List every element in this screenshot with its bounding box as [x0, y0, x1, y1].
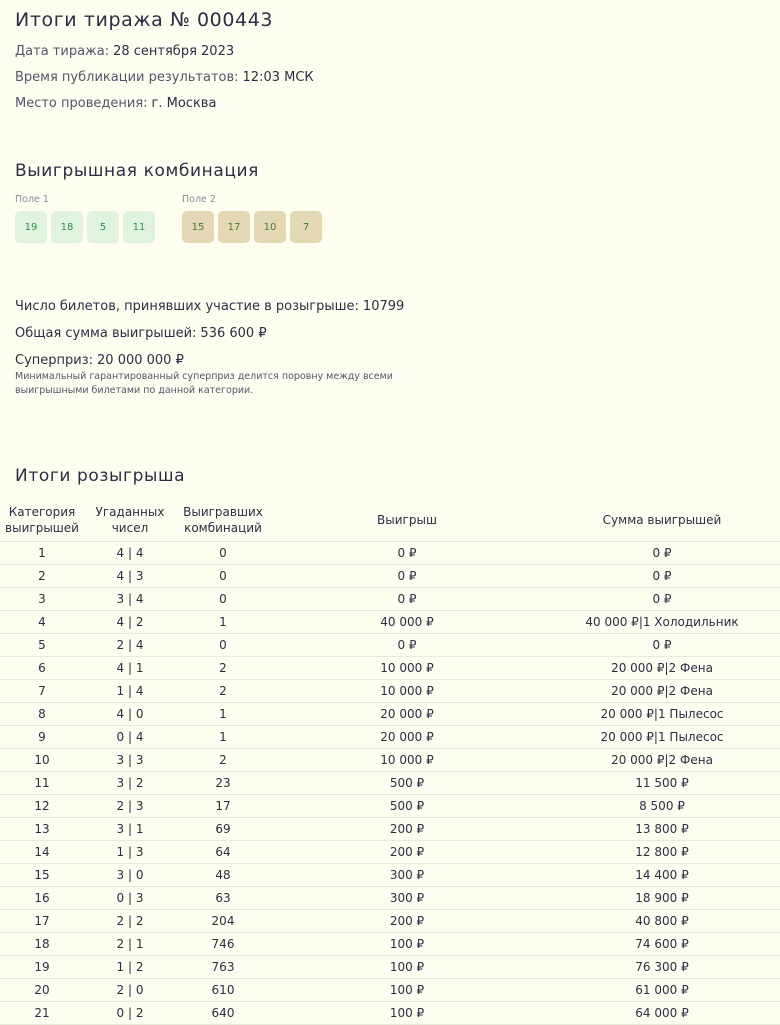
cell-guessed: 4 | 4: [84, 542, 176, 565]
combination-fields: [15, 194, 765, 254]
number-ball: 5: [87, 211, 119, 243]
cell-combinations: 0: [176, 565, 270, 588]
cell-combinations: 2: [176, 657, 270, 680]
number-ball: 19: [15, 211, 47, 243]
column-header-category-text: Категория выигрышей: [5, 505, 79, 535]
cell-category: 21: [0, 1002, 84, 1025]
column-header-guessed-text: Угаданных чисел: [95, 505, 165, 535]
cell-prize: 300 ₽: [270, 887, 544, 910]
cell-category: 2: [0, 565, 84, 588]
winning-combination-title: Выигрышная комбинация: [15, 161, 260, 181]
cell-guessed: 0 | 4: [84, 726, 176, 749]
number-ball: 10: [254, 211, 286, 243]
cell-prize: 0 ₽: [270, 565, 544, 588]
cell-total: 12 800 ₽: [544, 841, 780, 864]
superprize-note: Минимальный гарантированный суперприз делится поровну между всеми выигрышными билетами по данной категории.: [15, 371, 393, 396]
table-row: [0, 611, 780, 634]
column-header-prize: [270, 500, 544, 542]
cell-total: 40 000 ₽|1 Холодильник: [544, 611, 780, 634]
cell-combinations: 1: [176, 726, 270, 749]
draw-stats: [15, 298, 765, 398]
draw-header: [15, 8, 765, 112]
cell-category: 20: [0, 979, 84, 1002]
tickets-count: [15, 298, 765, 315]
cell-guessed: 2 | 0: [84, 979, 176, 1002]
publish-time-label: Время публикации результатов:: [15, 70, 239, 85]
cell-category: 11: [0, 772, 84, 795]
cell-combinations: 610: [176, 979, 270, 1002]
page-title: Итоги тиража № 000443: [15, 9, 274, 31]
cell-total: 13 800 ₽: [544, 818, 780, 841]
field-2-numbers: [182, 211, 322, 243]
cell-prize: 10 000 ₽: [270, 749, 544, 772]
cell-category: 17: [0, 910, 84, 933]
cell-guessed: 2 | 4: [84, 634, 176, 657]
cell-prize: 200 ₽: [270, 841, 544, 864]
cell-total: 64 000 ₽: [544, 1002, 780, 1025]
cell-category: 5: [0, 634, 84, 657]
cell-combinations: 48: [176, 864, 270, 887]
cell-prize: 500 ₽: [270, 772, 544, 795]
cell-guessed: 0 | 3: [84, 887, 176, 910]
table-row: [0, 772, 780, 795]
cell-guessed: 0 | 2: [84, 1002, 176, 1025]
cell-category: 14: [0, 841, 84, 864]
cell-category: 8: [0, 703, 84, 726]
cell-combinations: 0: [176, 634, 270, 657]
number-ball: 17: [218, 211, 250, 243]
cell-combinations: 1: [176, 703, 270, 726]
table-row: [0, 956, 780, 979]
column-header-total-text: Сумма выигрышей: [602, 513, 722, 527]
draw-date-label: Дата тиража:: [15, 44, 110, 59]
cell-total: 18 900 ₽: [544, 887, 780, 910]
table-row: [0, 726, 780, 749]
superprize: [15, 352, 765, 369]
table-row: [0, 657, 780, 680]
tickets-count-value: 10799: [362, 299, 405, 314]
table-row: [0, 749, 780, 772]
cell-prize: 40 000 ₽: [270, 611, 544, 634]
cell-combinations: 0: [176, 588, 270, 611]
number-ball: 18: [51, 211, 83, 243]
number-ball: 15: [182, 211, 214, 243]
table-row: [0, 703, 780, 726]
tickets-count-label: Число билетов, принявших участие в розыгрыше:: [15, 299, 359, 314]
cell-total: 20 000 ₽|1 Пылесос: [544, 726, 780, 749]
cell-total: 0 ₽: [544, 542, 780, 565]
cell-combinations: 0: [176, 542, 270, 565]
results-table: [0, 500, 780, 1025]
cell-category: 18: [0, 933, 84, 956]
cell-total: 11 500 ₽: [544, 772, 780, 795]
results-table-body: [0, 542, 780, 1025]
total-winnings-label: Общая сумма выигрышей:: [15, 326, 197, 341]
column-header-combinations-text: Выигравших комбинаций: [183, 505, 263, 535]
cell-total: 74 600 ₽: [544, 933, 780, 956]
cell-category: 10: [0, 749, 84, 772]
draw-date: [15, 44, 765, 60]
cell-category: 1: [0, 542, 84, 565]
table-row: [0, 588, 780, 611]
cell-prize: 500 ₽: [270, 795, 544, 818]
table-row: [0, 795, 780, 818]
field-1: [15, 194, 155, 243]
table-row: [0, 933, 780, 956]
column-header-category: [0, 500, 84, 542]
cell-category: 4: [0, 611, 84, 634]
cell-category: 13: [0, 818, 84, 841]
cell-combinations: 2: [176, 680, 270, 703]
cell-guessed: 1 | 4: [84, 680, 176, 703]
cell-category: 9: [0, 726, 84, 749]
cell-guessed: 3 | 4: [84, 588, 176, 611]
draw-date-value: 28 сентября 2023: [113, 44, 235, 59]
cell-prize: 10 000 ₽: [270, 657, 544, 680]
table-row: [0, 910, 780, 933]
cell-total: 8 500 ₽: [544, 795, 780, 818]
superprize-value: 20 000 000 ₽: [97, 353, 184, 368]
cell-total: 40 800 ₽: [544, 910, 780, 933]
table-row: [0, 818, 780, 841]
cell-total: 20 000 ₽|2 Фена: [544, 749, 780, 772]
cell-category: 15: [0, 864, 84, 887]
cell-guessed: 3 | 1: [84, 818, 176, 841]
cell-combinations: 204: [176, 910, 270, 933]
cell-total: 76 300 ₽: [544, 956, 780, 979]
cell-total: 0 ₽: [544, 565, 780, 588]
results-title: Итоги розыгрыша: [15, 466, 186, 486]
cell-prize: 100 ₽: [270, 956, 544, 979]
column-header-combinations: [176, 500, 270, 542]
table-row: [0, 864, 780, 887]
number-ball: 11: [123, 211, 155, 243]
cell-guessed: 4 | 1: [84, 657, 176, 680]
cell-guessed: 4 | 2: [84, 611, 176, 634]
table-row: [0, 542, 780, 565]
cell-prize: 20 000 ₽: [270, 703, 544, 726]
cell-prize: 200 ₽: [270, 818, 544, 841]
cell-category: 12: [0, 795, 84, 818]
cell-combinations: 69: [176, 818, 270, 841]
cell-guessed: 2 | 3: [84, 795, 176, 818]
cell-prize: 100 ₽: [270, 933, 544, 956]
cell-prize: 100 ₽: [270, 979, 544, 1002]
cell-combinations: 640: [176, 1002, 270, 1025]
cell-total: 20 000 ₽|1 Пылесос: [544, 703, 780, 726]
cell-total: 61 000 ₽: [544, 979, 780, 1002]
total-winnings: [15, 325, 765, 342]
publish-time: [15, 70, 765, 86]
cell-combinations: 23: [176, 772, 270, 795]
cell-guessed: 1 | 2: [84, 956, 176, 979]
table-row: [0, 841, 780, 864]
cell-prize: 100 ₽: [270, 1002, 544, 1025]
total-winnings-value: 536 600 ₽: [200, 326, 267, 341]
cell-combinations: 763: [176, 956, 270, 979]
table-row: [0, 634, 780, 657]
table-row: [0, 680, 780, 703]
cell-category: 6: [0, 657, 84, 680]
cell-combinations: 1: [176, 611, 270, 634]
cell-guessed: 4 | 0: [84, 703, 176, 726]
table-row: [0, 979, 780, 1002]
table-row: [0, 887, 780, 910]
cell-guessed: 3 | 3: [84, 749, 176, 772]
cell-combinations: 64: [176, 841, 270, 864]
cell-category: 7: [0, 680, 84, 703]
cell-prize: 20 000 ₽: [270, 726, 544, 749]
winning-combination: [15, 160, 765, 254]
cell-prize: 10 000 ₽: [270, 680, 544, 703]
cell-guessed: 4 | 3: [84, 565, 176, 588]
table-row: [0, 1002, 780, 1025]
field-2: [182, 194, 322, 243]
cell-total: 20 000 ₽|2 Фена: [544, 680, 780, 703]
table-row: [0, 565, 780, 588]
cell-guessed: 1 | 3: [84, 841, 176, 864]
cell-category: 3: [0, 588, 84, 611]
cell-total: 0 ₽: [544, 634, 780, 657]
field-1-label: Поле 1: [15, 194, 49, 205]
draw-place-label: Место проведения:: [15, 96, 148, 111]
draw-place: [15, 96, 765, 112]
number-ball: 7: [290, 211, 322, 243]
cell-guessed: 3 | 2: [84, 772, 176, 795]
cell-total: 20 000 ₽|2 Фена: [544, 657, 780, 680]
cell-total: 14 400 ₽: [544, 864, 780, 887]
cell-prize: 0 ₽: [270, 588, 544, 611]
field-1-numbers: [15, 211, 155, 243]
cell-prize: 0 ₽: [270, 542, 544, 565]
table-header-row: [0, 500, 780, 542]
cell-combinations: 63: [176, 887, 270, 910]
cell-prize: 200 ₽: [270, 910, 544, 933]
results-section: [15, 465, 185, 487]
cell-prize: 300 ₽: [270, 864, 544, 887]
cell-guessed: 2 | 2: [84, 910, 176, 933]
draw-place-value: г. Москва: [151, 96, 217, 111]
cell-category: 16: [0, 887, 84, 910]
field-2-label: Поле 2: [182, 194, 216, 205]
column-header-prize-text: Выигрыш: [377, 513, 437, 527]
superprize-label: Суперприз:: [15, 353, 94, 368]
cell-guessed: 3 | 0: [84, 864, 176, 887]
column-header-total: [544, 500, 780, 542]
cell-total: 0 ₽: [544, 588, 780, 611]
cell-combinations: 17: [176, 795, 270, 818]
column-header-guessed: [84, 500, 176, 542]
cell-guessed: 2 | 1: [84, 933, 176, 956]
publish-time-value: 12:03 МСК: [242, 70, 314, 85]
cell-combinations: 2: [176, 749, 270, 772]
cell-prize: 0 ₽: [270, 634, 544, 657]
cell-combinations: 746: [176, 933, 270, 956]
cell-category: 19: [0, 956, 84, 979]
